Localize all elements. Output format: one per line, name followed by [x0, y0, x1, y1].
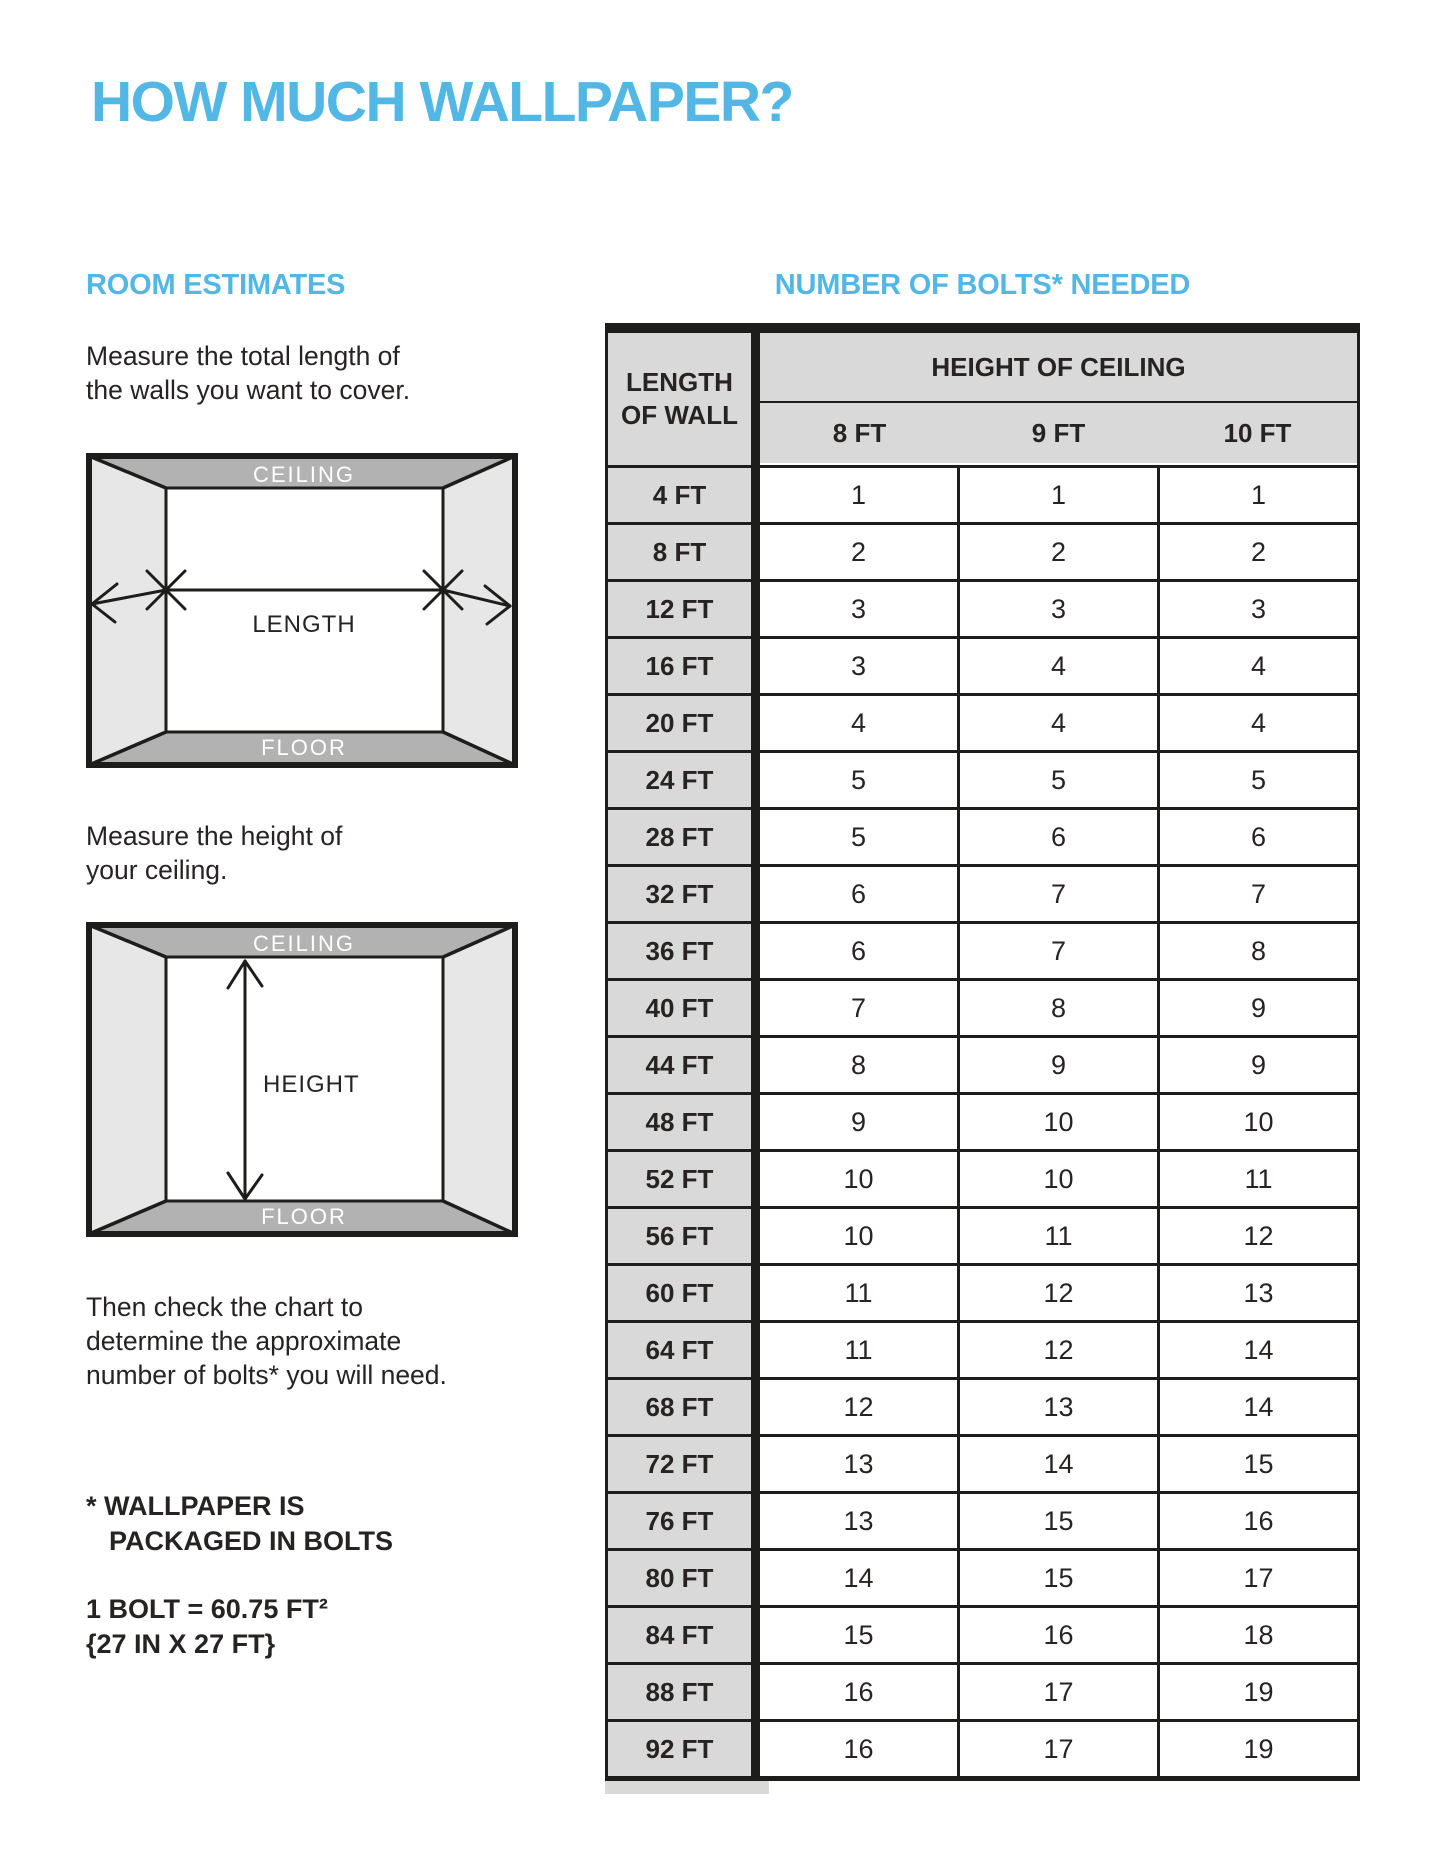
- bolt-count-cell: 8: [1157, 924, 1357, 978]
- bolt-count-cell: 7: [1157, 867, 1357, 921]
- bolt-count-cell: 10: [1157, 1095, 1357, 1149]
- instruction-line: your ceiling.: [86, 855, 228, 885]
- table-row: [608, 750, 1357, 807]
- bolt-count-cell: 8: [850, 1049, 867, 1080]
- bolt-count-cell: 1: [850, 479, 867, 510]
- bolt-count-cell: 6: [1157, 810, 1357, 864]
- bolt-count-cell: 7: [957, 924, 1157, 978]
- bolt-count-cell: 16: [1157, 1494, 1357, 1548]
- bolt-count-cell: 5: [1157, 753, 1357, 807]
- bolt-count-cell: 4: [850, 707, 867, 738]
- bolt-count-cell: 11: [957, 1209, 1157, 1263]
- bolt-count-cell: 15: [957, 1551, 1157, 1605]
- table-row: [608, 693, 1357, 750]
- instruction-line: Measure the height of: [86, 821, 343, 851]
- bolt-count-cell: 19: [1157, 1665, 1357, 1719]
- bolts-needed-table: [605, 323, 1360, 1794]
- floor-label: FLOOR: [261, 735, 347, 760]
- table-row: [608, 1662, 1357, 1719]
- table-row: [608, 636, 1357, 693]
- bolt-count-cell: 14: [1157, 1323, 1357, 1377]
- bolt-count-cell: 5: [957, 753, 1157, 807]
- bolt-count-cell: 4: [957, 696, 1157, 750]
- bolt-count-cell: 10: [843, 1220, 874, 1251]
- bolt-count-cell: 9: [850, 1106, 867, 1137]
- table-header: [608, 333, 1357, 465]
- wall-length-cell: 68 FT: [608, 1380, 760, 1434]
- table-row: [608, 807, 1357, 864]
- bolt-count-cell: 3: [850, 593, 867, 624]
- table-row: [608, 1092, 1357, 1149]
- instruction-line: Then check the chart to: [86, 1292, 363, 1322]
- wall-length-cell: 28 FT: [608, 810, 760, 864]
- bolt-count-cell: 9: [1157, 981, 1357, 1035]
- bolt-count-cell: 13: [843, 1448, 874, 1479]
- ceiling-label: CEILING: [252, 931, 356, 956]
- bolt-count-cell: 7: [957, 867, 1157, 921]
- bolt-count-cell: 12: [843, 1391, 874, 1422]
- bolt-count-cell: 12: [957, 1266, 1157, 1320]
- table-row: [608, 1434, 1357, 1491]
- table-row: [608, 978, 1357, 1035]
- wall-length-cell: 40 FT: [608, 981, 760, 1035]
- column-header-9ft: 9 FT: [1031, 417, 1086, 448]
- ceiling-label: CEILING: [252, 462, 356, 487]
- wall-length-cell: 56 FT: [608, 1209, 760, 1263]
- bolt-count-cell: 14: [957, 1437, 1157, 1491]
- table-row: [608, 465, 1357, 522]
- bolt-count-cell: 5: [850, 821, 867, 852]
- bolt-count-cell: 1: [1157, 468, 1357, 522]
- bolt-count-cell: 6: [850, 878, 867, 909]
- bolt-count-cell: 11: [844, 1334, 873, 1365]
- bolt-count-cell: 6: [957, 810, 1157, 864]
- bolt-count-cell: 12: [1157, 1209, 1357, 1263]
- table-row: [608, 1035, 1357, 1092]
- wall-length-cell: 76 FT: [608, 1494, 760, 1548]
- bolt-count-cell: 3: [957, 582, 1157, 636]
- bolt-count-cell: 15: [843, 1619, 874, 1650]
- bolt-count-cell: 14: [843, 1562, 874, 1593]
- length-of-wall-header: [608, 333, 760, 465]
- bolt-count-cell: 19: [1157, 1722, 1357, 1776]
- wall-length-cell: 80 FT: [608, 1551, 760, 1605]
- wall-length-cell: 60 FT: [608, 1266, 760, 1320]
- instruction-step-3: [86, 1290, 447, 1392]
- instruction-line: Measure the total length of: [86, 341, 400, 371]
- table-row: [608, 1149, 1357, 1206]
- right-wall-surface: [443, 453, 518, 768]
- bolt-count-cell: 2: [957, 525, 1157, 579]
- wall-length-cell: 84 FT: [608, 1608, 760, 1662]
- wall-length-cell: 8 FT: [608, 525, 760, 579]
- table-row: [608, 1320, 1357, 1377]
- table-row: [608, 1491, 1357, 1548]
- bolt-count-cell: 2: [850, 536, 867, 567]
- height-label: HEIGHT: [263, 1071, 360, 1098]
- height-of-ceiling-header: HEIGHT OF CEILING: [760, 333, 1357, 403]
- instruction-line: determine the approximate: [86, 1326, 402, 1356]
- instruction-line: number of bolts* you will need.: [86, 1360, 447, 1390]
- wall-length-cell: 24 FT: [608, 753, 760, 807]
- bolt-count-cell: 16: [843, 1676, 874, 1707]
- table-row: [608, 579, 1357, 636]
- bolt-count-cell: 8: [957, 981, 1157, 1035]
- bolt-count-cell: 16: [843, 1733, 874, 1764]
- back-wall: [166, 488, 443, 732]
- table-footer-shade: [605, 1781, 769, 1794]
- column-header-10ft: 10 FT: [1223, 417, 1292, 448]
- bolt-count-cell: 3: [1157, 582, 1357, 636]
- bolt-count-cell: 17: [957, 1722, 1157, 1776]
- wall-length-cell: 64 FT: [608, 1323, 760, 1377]
- bolt-count-cell: 14: [1157, 1380, 1357, 1434]
- table-row: [608, 522, 1357, 579]
- bolt-count-cell: 5: [850, 764, 867, 795]
- instruction-step-2: [86, 819, 342, 887]
- wall-length-cell: 92 FT: [608, 1722, 760, 1776]
- wall-length-cell: 36 FT: [608, 924, 760, 978]
- right-wall-surface: [443, 922, 518, 1237]
- bolt-count-cell: 13: [957, 1380, 1157, 1434]
- wall-length-cell: 72 FT: [608, 1437, 760, 1491]
- footnote-line: * WALLPAPER IS: [86, 1491, 305, 1521]
- page-title: HOW MUCH WALLPAPER?: [91, 70, 793, 134]
- wall-length-cell: 32 FT: [608, 867, 760, 921]
- bolt-count-cell: 6: [850, 935, 867, 966]
- table-row: [608, 1605, 1357, 1662]
- wall-length-cell: 44 FT: [608, 1038, 760, 1092]
- bolts-footnote: [86, 1489, 393, 1559]
- bolts-needed-heading: NUMBER OF BOLTS* NEEDED: [774, 269, 1191, 301]
- ceiling-height-diagram: [86, 922, 518, 1237]
- table-row: [608, 864, 1357, 921]
- bolt-count-cell: 10: [957, 1095, 1157, 1149]
- bolt-dimensions: {27 IN X 27 FT}: [86, 1629, 276, 1659]
- bolt-count-cell: 13: [1157, 1266, 1357, 1320]
- table-row: [608, 1548, 1357, 1605]
- ceiling-height-columns: [760, 403, 1357, 463]
- table-body: [608, 465, 1357, 1776]
- wall-length-cell: 52 FT: [608, 1152, 760, 1206]
- table-row: [608, 1719, 1357, 1776]
- bolt-count-cell: 11: [1157, 1152, 1357, 1206]
- bolt-count-cell: 17: [957, 1665, 1157, 1719]
- bolt-count-cell: 1: [957, 468, 1157, 522]
- bolt-count-cell: 18: [1157, 1608, 1357, 1662]
- table-row: [608, 1206, 1357, 1263]
- left-wall-surface: [86, 922, 166, 1237]
- header-line: LENGTH: [626, 367, 733, 397]
- bolt-count-cell: 2: [1157, 525, 1357, 579]
- bolt-count-cell: 15: [957, 1494, 1157, 1548]
- length-label: LENGTH: [252, 611, 356, 638]
- bolt-count-cell: 16: [957, 1608, 1157, 1662]
- table-row: [608, 1263, 1357, 1320]
- bolt-count-cell: 4: [957, 639, 1157, 693]
- bolt-count-cell: 7: [850, 992, 867, 1023]
- instruction-line: the walls you want to cover.: [86, 375, 411, 405]
- table-row: [608, 1377, 1357, 1434]
- header-line: OF WALL: [621, 400, 738, 430]
- wall-length-cell: 12 FT: [608, 582, 760, 636]
- wall-length-cell: 4 FT: [608, 468, 760, 522]
- bolt-count-cell: 13: [843, 1505, 874, 1536]
- wall-length-cell: 48 FT: [608, 1095, 760, 1149]
- footnote-line: PACKAGED IN BOLTS: [109, 1526, 394, 1556]
- bolt-size-info: [86, 1592, 328, 1662]
- bolt-count-cell: 9: [1157, 1038, 1357, 1092]
- floor-label: FLOOR: [261, 1204, 347, 1229]
- table-top-rule: [605, 323, 1360, 333]
- bolt-count-cell: 15: [1157, 1437, 1357, 1491]
- bolt-count-cell: 3: [850, 650, 867, 681]
- room-length-diagram: [86, 453, 518, 768]
- wall-length-cell: 16 FT: [608, 639, 760, 693]
- bolt-count-cell: 4: [1157, 696, 1357, 750]
- bolt-count-cell: 17: [1157, 1551, 1357, 1605]
- bolt-count-cell: 10: [843, 1163, 874, 1194]
- bolt-count-cell: 4: [1157, 639, 1357, 693]
- bolt-count-cell: 10: [957, 1152, 1157, 1206]
- bolt-count-cell: 11: [844, 1277, 873, 1308]
- room-estimates-heading: ROOM ESTIMATES: [86, 269, 346, 301]
- wall-length-cell: 20 FT: [608, 696, 760, 750]
- bolt-count-cell: 12: [957, 1323, 1157, 1377]
- instruction-step-1: [86, 339, 410, 407]
- table-row: [608, 921, 1357, 978]
- bolt-equation: 1 BOLT = 60.75 FT²: [86, 1594, 328, 1624]
- column-header-8ft: 8 FT: [832, 417, 887, 448]
- wall-length-cell: 88 FT: [608, 1665, 760, 1719]
- bolt-count-cell: 9: [957, 1038, 1157, 1092]
